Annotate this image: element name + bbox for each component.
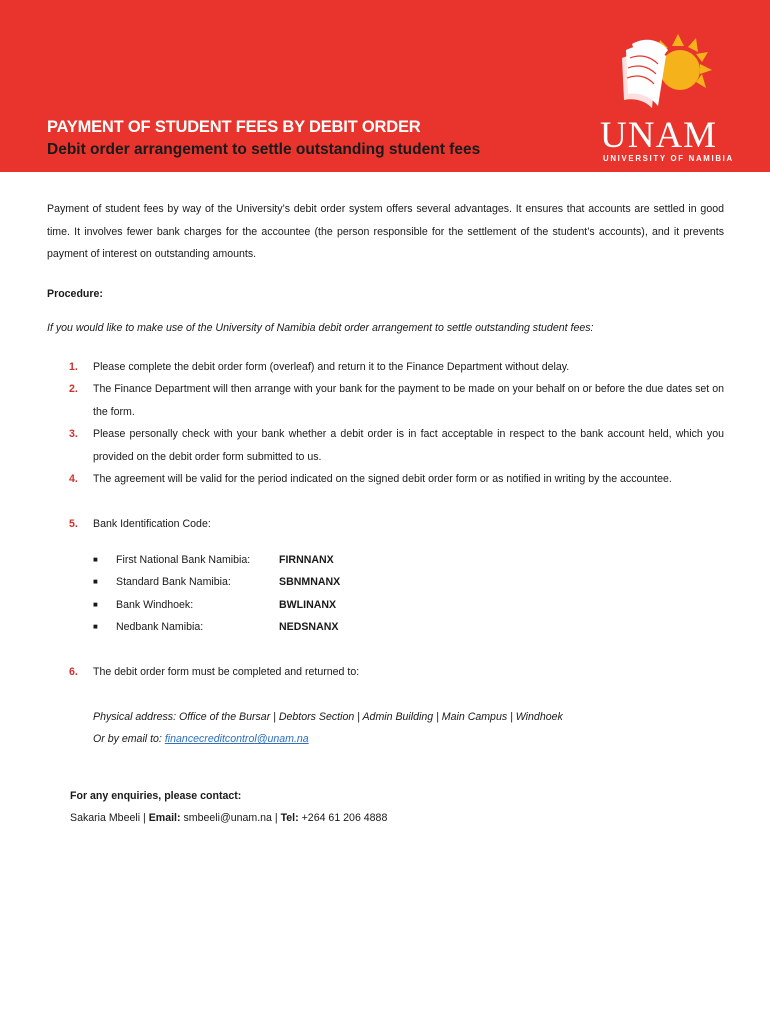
bank-row bbox=[93, 594, 724, 616]
bank-code: FIRNNANX bbox=[279, 554, 334, 566]
step-number: 6. bbox=[69, 666, 78, 679]
finance-email-link[interactable]: financecreditcontrol@unam.na bbox=[164, 733, 309, 746]
page-title: PAYMENT OF STUDENT FEES BY DEBIT ORDER bbox=[47, 118, 421, 136]
unam-logo bbox=[596, 28, 736, 168]
sun-book-icon bbox=[596, 28, 736, 118]
list-item bbox=[47, 513, 724, 536]
bullet-icon: ■ bbox=[93, 621, 98, 631]
email-prefix: Or by email to: bbox=[93, 733, 162, 746]
bullet-icon: ■ bbox=[93, 599, 98, 609]
bullet-icon: ■ bbox=[93, 555, 98, 564]
step-number: 5. bbox=[69, 517, 78, 530]
step-text: Please complete the debit order form (overleaf) and return it to the Finance Department without delay. bbox=[93, 360, 570, 373]
bank-name: Standard Bank Namibia: bbox=[116, 576, 231, 589]
bank-name: Nedbank Namibia: bbox=[116, 620, 204, 633]
contact-email[interactable]: smbeeli@unam.na | bbox=[183, 812, 278, 825]
logo-wordmark: UNAM bbox=[600, 115, 718, 156]
contact-name: Sakaria Mbeeli | bbox=[70, 812, 146, 825]
step-text: The Finance Department will then arrange with your bank for the payment to be made on your behalf on or before the due dates set on the form. bbox=[93, 383, 724, 418]
list-item bbox=[47, 378, 724, 423]
bank-code: NEDSNANX bbox=[279, 620, 339, 633]
procedure-lead: If you would like to make use of the University of Namibia debit order arrangement to settle outstanding student fees: bbox=[47, 321, 594, 334]
step-text: The debit order form must be completed and returned to: bbox=[93, 666, 360, 679]
return-details bbox=[93, 706, 724, 751]
contact-line bbox=[70, 807, 724, 830]
logo-subtext: UNIVERSITY OF NAMIBIA bbox=[603, 154, 734, 163]
step-number: 1. bbox=[69, 360, 78, 373]
step-text: Bank Identification Code: bbox=[93, 517, 211, 530]
step-text: The agreement will be valid for the period indicated on the signed debit order form or as notified in writing by the accountee. bbox=[93, 473, 672, 485]
contact-email-label: Email: bbox=[148, 812, 181, 825]
bank-row bbox=[93, 616, 724, 638]
document-body bbox=[47, 198, 724, 830]
step-number: 2. bbox=[69, 383, 78, 395]
contact-tel: +264 61 206 4888 bbox=[301, 812, 388, 825]
list-item bbox=[47, 468, 724, 491]
contact-block bbox=[70, 785, 724, 830]
bank-code-list bbox=[93, 549, 724, 638]
intro-paragraph: Payment of student fees by way of the University’s debit order system offers several advantages. It ensures that accounts are settled in good time. It involves fewer bank charges for the accountee (the person responsible for the settlement of the student’s accounts), and it prevents payment of interest on outstanding amounts. bbox=[47, 203, 724, 260]
bank-code: BWLINANX bbox=[279, 598, 337, 611]
page-subtitle: Debit order arrangement to settle outstanding student fees bbox=[47, 141, 481, 158]
list-item bbox=[47, 423, 724, 468]
step-text: Please personally check with your bank whether a debit order is in fact acceptable in respect to the bank account held, which you provided on the debit order form submitted to us. bbox=[93, 428, 724, 463]
bank-name: First National Bank Namibia: bbox=[116, 554, 251, 566]
procedure-steps bbox=[47, 356, 724, 536]
email-line bbox=[93, 728, 724, 751]
contact-heading: For any enquiries, please contact: bbox=[70, 789, 242, 802]
step-number: 4. bbox=[69, 473, 78, 485]
bank-row bbox=[93, 571, 724, 593]
physical-address: Physical address: Office of the Bursar | Debtors Section | Admin Building | Main Campus | Windhoek bbox=[93, 710, 563, 723]
step-number: 3. bbox=[69, 428, 78, 440]
bank-name: Bank Windhoek: bbox=[116, 598, 194, 611]
bank-row bbox=[93, 549, 724, 571]
bullet-icon: ■ bbox=[93, 577, 98, 587]
procedure-steps-continued bbox=[47, 661, 724, 684]
list-item bbox=[47, 661, 724, 684]
procedure-heading: Procedure: bbox=[47, 287, 103, 300]
list-item bbox=[47, 356, 724, 379]
bank-code: SBNMNANX bbox=[279, 576, 341, 589]
contact-tel-label: Tel: bbox=[280, 812, 299, 825]
